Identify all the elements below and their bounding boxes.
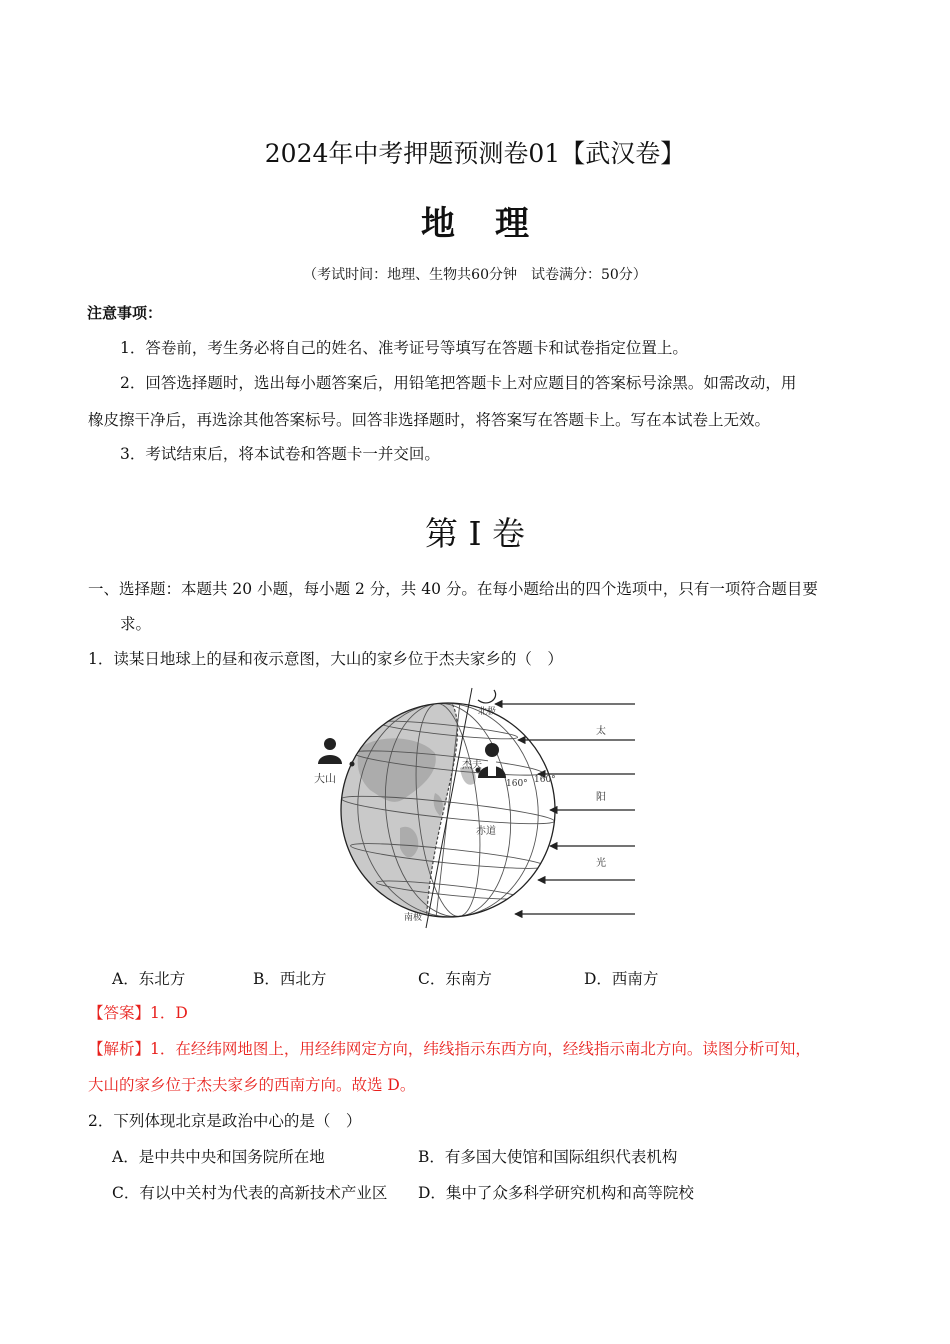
- q2-stem: 2．下列体现北京是政治中心的是（ ）: [88, 1112, 362, 1130]
- label-deg-160-a: 160°: [506, 779, 528, 789]
- q1-answer: 【答案】1．D: [88, 1004, 188, 1022]
- q1-option-b: B．西北方: [253, 970, 327, 988]
- notice-item-1: 1．答卷前，考生务必将自己的姓名、准考证号等填写在答题卡和试卷指定位置上。: [120, 339, 688, 357]
- q2-option-d: D．集中了众多科学研究机构和高等院校: [418, 1184, 694, 1202]
- label-north-pole: 北极: [478, 707, 497, 717]
- subject-title: 地理: [421, 204, 569, 244]
- notice-heading: 注意事项：: [87, 304, 163, 322]
- section-instruction-cont: 求。: [120, 615, 152, 633]
- q1-analysis-cont: 大山的家乡位于杰夫家乡的西南方向。故选 D。: [88, 1076, 416, 1094]
- label-jiefu: 杰夫: [462, 760, 482, 771]
- q1-option-c: C．东南方: [418, 970, 492, 988]
- label-sun-3: 光: [596, 858, 606, 869]
- label-deg-160-b: 160°: [534, 775, 556, 785]
- q1-option-d: D．西南方: [584, 970, 659, 988]
- rotation-arrow: [478, 690, 496, 703]
- q1-stem: 1．读某日地球上的昼和夜示意图，大山的家乡位于杰夫家乡的（ ）: [88, 650, 563, 668]
- exam-info: （考试时间：地理、生物共60分钟 试卷满分：50分）: [303, 267, 647, 283]
- q1-option-a: A．东北方: [112, 970, 186, 988]
- section-title: 第 I 卷: [424, 514, 525, 553]
- dashan-person-icon: [318, 738, 355, 767]
- notice-item-2-cont: 橡皮擦干净后，再选涂其他答案标号。回答非选择题时，将答案写在答题卡上。写在本试卷上无效。: [88, 411, 771, 429]
- q1-analysis: 【解析】1．在经纬网地图上，用经纬网定方向，纬线指示东西方向，经线指示南北方向。读图分析可知，: [88, 1040, 811, 1058]
- exam-title: 2024年中考押题预测卷01【武汉卷】: [264, 139, 686, 168]
- q2-option-c: C．有以中关村为代表的高新技术产业区: [112, 1184, 388, 1202]
- section-instruction: 一、选择题：本题共 20 小题，每小题 2 分，共 40 分。在每小题给出的四个选项中，只有一项符合题目要: [88, 580, 818, 598]
- notice-item-3: 3．考试结束后，将本试卷和答题卡一并交回。: [120, 445, 440, 463]
- label-equator: 赤道: [476, 826, 496, 837]
- label-sun-2: 阳: [596, 792, 606, 803]
- notice-item-2: 2．回答选择题时，选出每小题答案后，用铅笔把答题卡上对应题目的答案标号涂黑。如需改动，用: [120, 374, 797, 392]
- label-sun-1: 太: [596, 726, 606, 737]
- q2-option-b: B．有多国大使馆和国际组织代表机构: [418, 1148, 678, 1166]
- day-night-globe-figure: [300, 678, 640, 933]
- q2-option-a: A．是中共中央和国务院所在地: [112, 1148, 325, 1166]
- label-south-pole: 南极: [404, 913, 423, 923]
- label-dashan: 大山: [314, 772, 336, 785]
